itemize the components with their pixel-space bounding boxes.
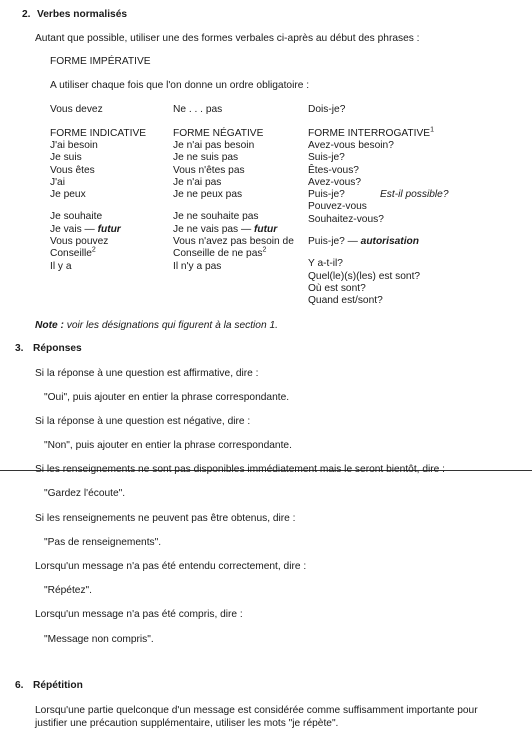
spacer <box>50 201 121 211</box>
indicative-item: Je suis <box>50 152 82 164</box>
interrogative-item: Suis-je? <box>308 152 345 164</box>
section-6-text: Lorsqu'une partie quelconque d'un message est considérée comme suffisamment importante pour <box>35 705 478 716</box>
negative-item: Il n'y a pas <box>173 260 222 272</box>
response-line: Lorsqu'un message n'a pas été compris, dire : <box>35 609 243 620</box>
response-line: Si la réponse à une question est négative, dire : <box>35 416 251 427</box>
section-6-title: Répétition <box>33 680 83 691</box>
indicative-item: J'ai besoin <box>50 140 98 151</box>
negative-item: Je n'ai pas <box>173 176 222 188</box>
indicative-item: J'ai <box>50 176 65 188</box>
response-line: Si les renseignements ne peuvent pas être obtenus, dire : <box>35 513 296 524</box>
interrogative-form: Dois-je? <box>308 104 346 115</box>
indicative-item: Je peux <box>50 189 86 201</box>
response-line: Si la réponse à une question est affirmative, dire : <box>35 368 259 379</box>
interrogative-item: Quand est/sont? <box>308 295 383 307</box>
interrogative-item: Avez-vous besoin? <box>308 140 394 151</box>
interrogative-item: Souhaitez-vous? <box>308 213 384 225</box>
column-header-interrogative: FORME INTERROGATIVE$^1$ <box>308 126 434 139</box>
negative-item: Je ne suis pas <box>173 152 239 164</box>
indicative-item: Vous êtes <box>50 164 95 176</box>
negative-item: Conseille de ne pas$^2$ <box>173 246 267 260</box>
imperative-form: Vous devez <box>50 104 103 115</box>
spacer <box>308 248 420 258</box>
interrogative-item: Où est sont? <box>308 282 366 294</box>
section-2-number: 2. <box>22 9 31 20</box>
indicative-item: Conseille$^2$ <box>50 246 96 260</box>
response-line: Si les renseignements ne sont pas disponibles immédiatement mais le seront bientôt, dire : <box>35 464 445 475</box>
negative-form: Ne . . . pas <box>173 104 223 115</box>
negative-item: Je n'ai pas besoin <box>173 140 255 151</box>
interrogative-item: Quel(le)(s)(les) est sont? <box>308 270 421 282</box>
possible-note: Est-il possible? <box>380 189 449 200</box>
interrogative-item: Êtes-vous? <box>308 164 359 176</box>
negative-item: Je ne souhaite pas <box>173 211 259 223</box>
imperative-text: A utiliser chaque fois que l'on donne un ordre obligatoire : <box>50 80 310 91</box>
negative-item: Je ne vais pas — futur <box>173 223 278 235</box>
interrogative-item: Puis-je? — autorisation <box>308 236 419 248</box>
response-line: Lorsqu'un message n'a pas été entendu correctement, dire : <box>35 561 307 572</box>
interrogative-item: Avez-vous? <box>308 176 362 188</box>
section-6-text: justifier une précaution supplémentaire, utiliser les mots "je répète". <box>35 718 339 729</box>
indicative-column <box>50 140 121 273</box>
spacer <box>173 201 294 211</box>
section-3-number: 3. <box>15 343 24 354</box>
interrogative-item: Puis-je? <box>308 189 345 201</box>
indicative-item: Je vais — futur <box>50 223 121 235</box>
negative-item: Vous n'avez pas besoin de <box>173 236 294 248</box>
response-phrase: "Gardez l'écoute". <box>44 488 126 499</box>
interrogative-column <box>308 140 420 308</box>
section-3-title: Réponses <box>33 343 82 354</box>
indicative-item: Il y a <box>50 260 72 272</box>
imperative-heading: FORME IMPÉRATIVE <box>50 56 151 67</box>
response-phrase: "Non", puis ajouter en entier la phrase correspondante. <box>44 440 292 451</box>
interrogative-item: Pouvez-vous <box>308 201 367 213</box>
response-phrase: "Message non compris". <box>44 634 154 645</box>
indicative-item: Je souhaite <box>50 211 103 223</box>
spacer <box>308 226 420 236</box>
section-6-number: 6. <box>15 680 24 691</box>
negative-item: Vous n'êtes pas <box>173 164 245 176</box>
note: Note : voir les désignations qui figurent à la section 1. <box>35 320 278 331</box>
response-phrase: "Pas de renseignements". <box>44 537 162 548</box>
section-2-title: Verbes normalisés <box>37 9 128 20</box>
section-2-intro: Autant que possible, utiliser une des formes verbales ci-après au début des phrases : <box>35 33 420 44</box>
negative-item: Je ne peux pas <box>173 189 243 201</box>
response-phrase: "Répétez". <box>44 585 93 596</box>
response-phrase: "Oui", puis ajouter en entier la phrase correspondante. <box>44 392 290 403</box>
negative-column <box>173 140 294 273</box>
indicative-item: Vous pouvez <box>50 236 109 248</box>
column-header-negative: FORME NÉGATIVE <box>173 128 264 139</box>
interrogative-item: Y a-t-il? <box>308 258 343 270</box>
column-header-indicative: FORME INDICATIVE <box>50 128 147 139</box>
